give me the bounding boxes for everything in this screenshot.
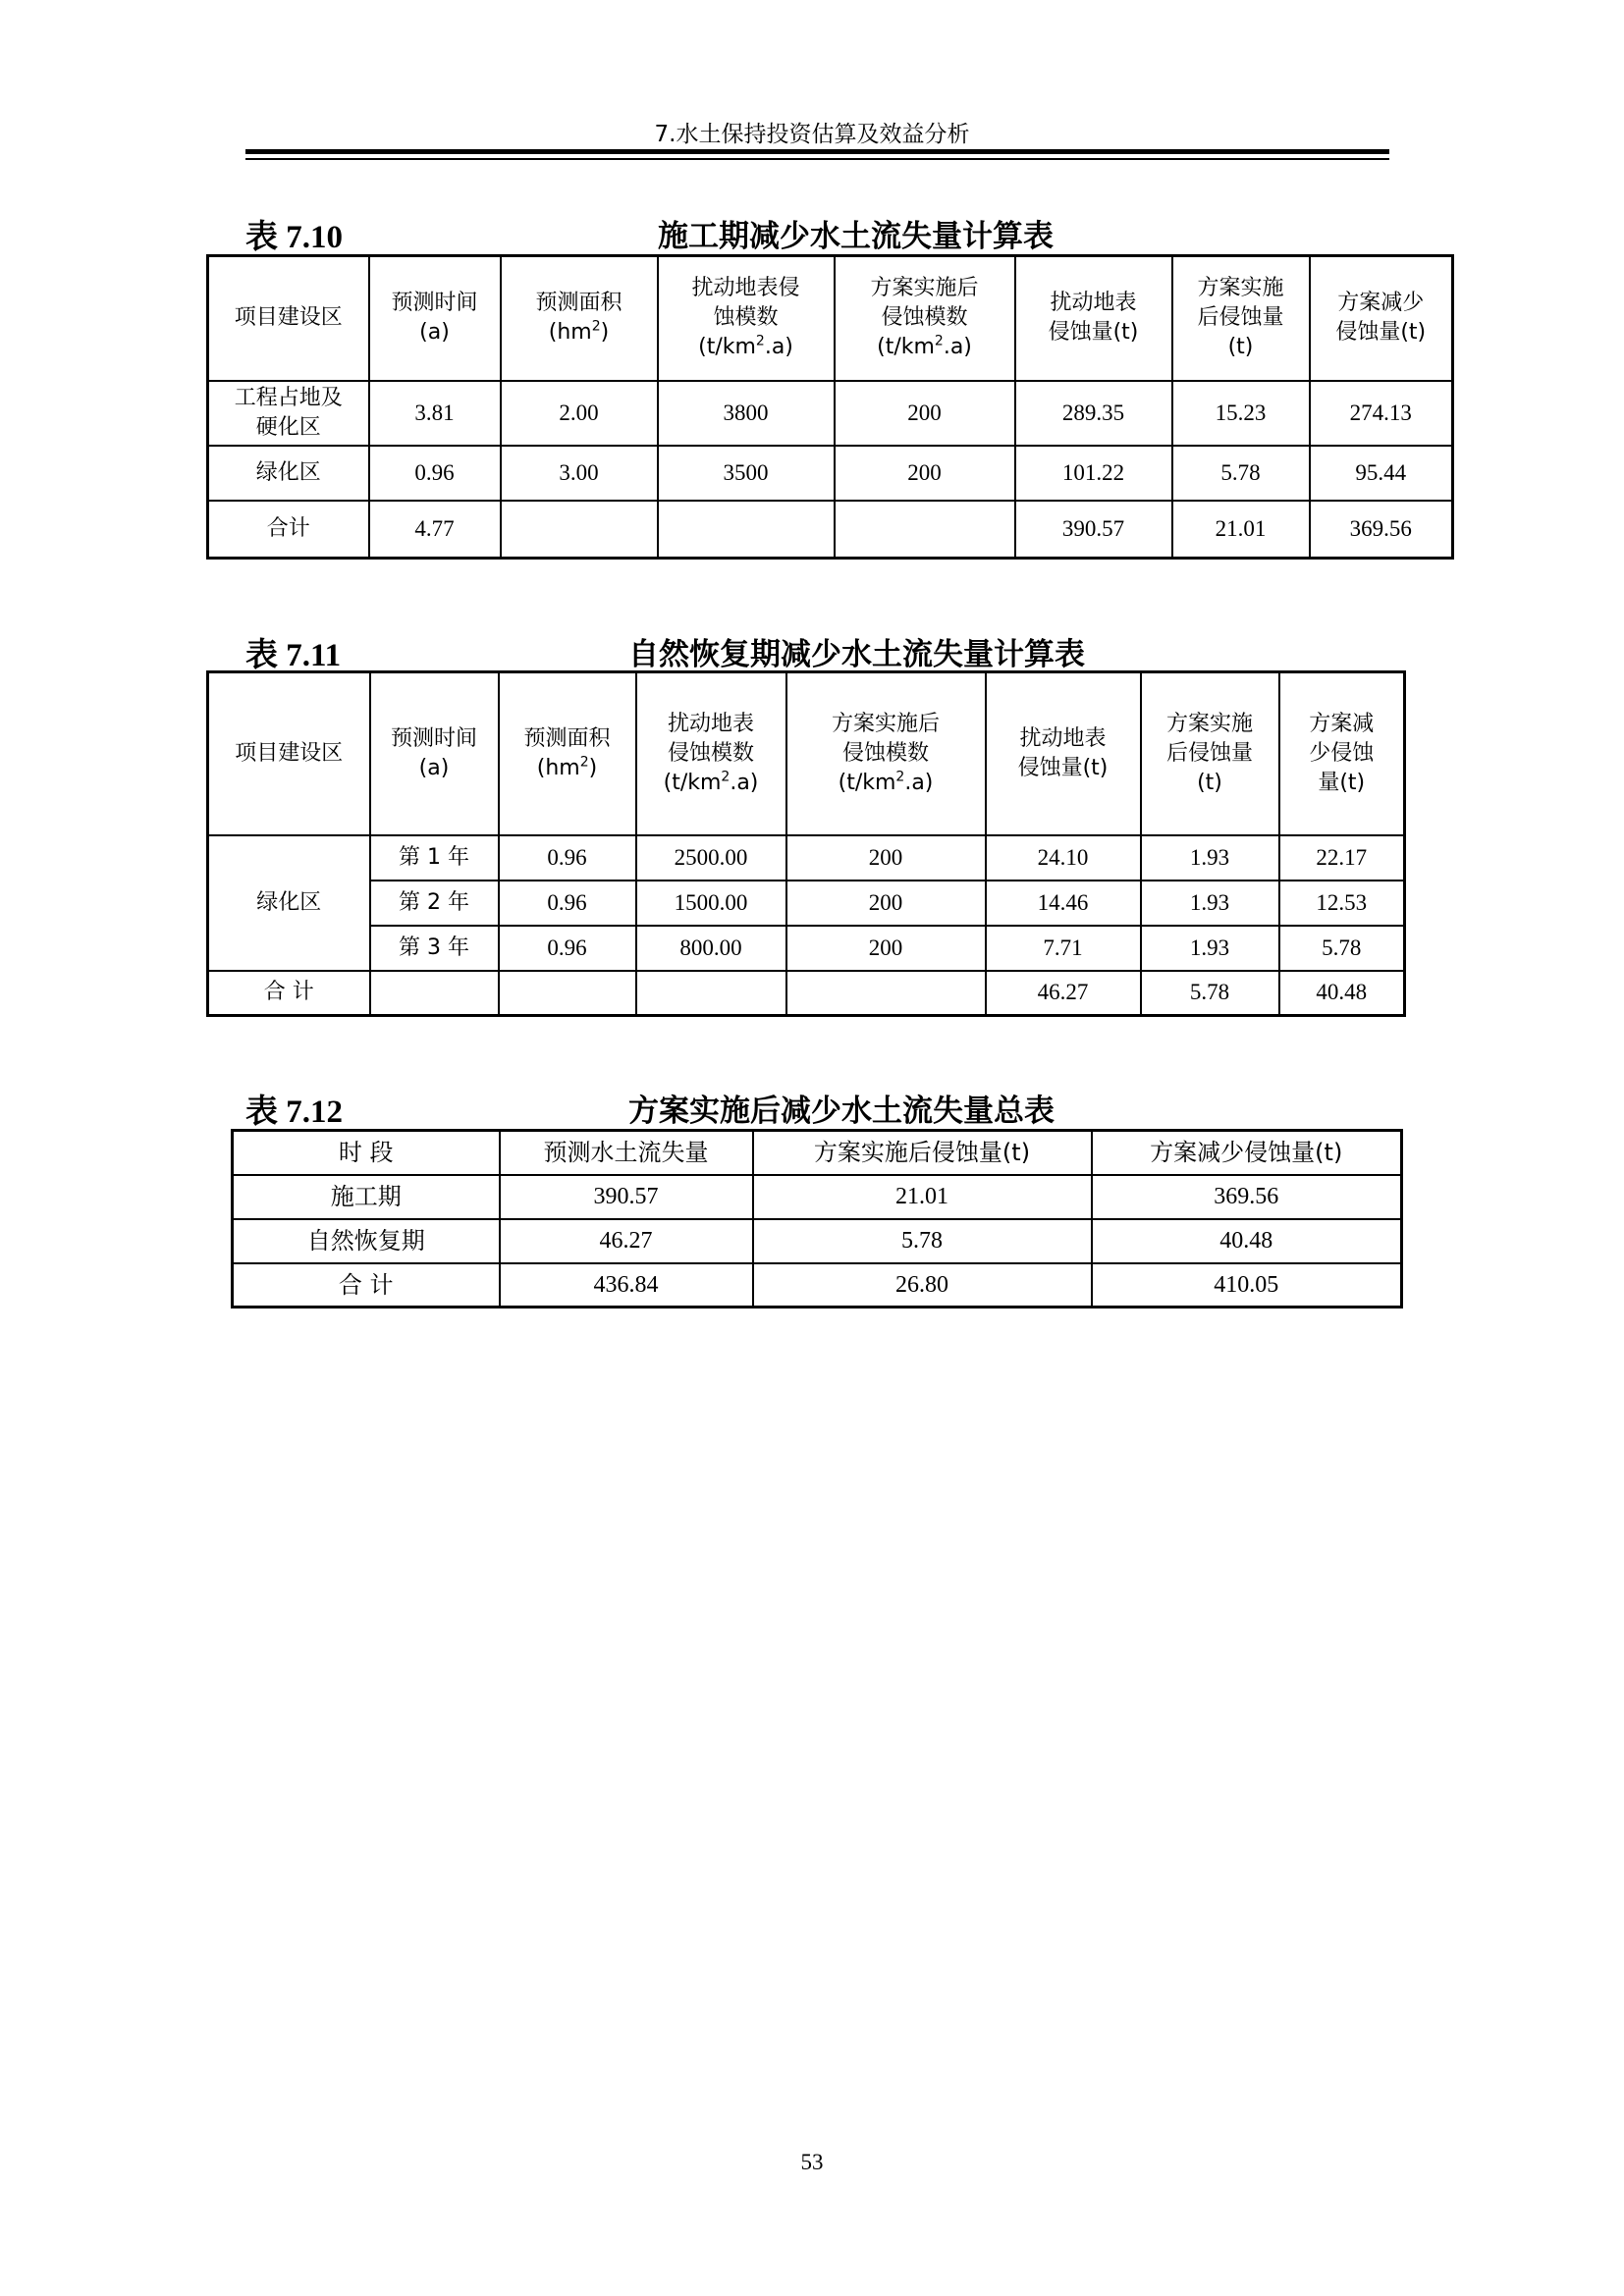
column-header: 扰动地表 侵蚀模数 $(t/km^2.a)$ xyxy=(636,672,786,835)
table-cell: 4.77 xyxy=(369,501,501,559)
table-number: 表 7.12 xyxy=(245,1095,343,1130)
column-header: 方案减 少侵蚀 量(t) xyxy=(1279,672,1405,835)
table-cell: 0.96 xyxy=(499,881,636,926)
group-label-cell: 绿化区 xyxy=(208,835,370,971)
header-row xyxy=(208,672,1405,835)
total-cell xyxy=(499,971,636,1016)
table-cell: 22.17 xyxy=(1279,835,1405,881)
column-header: 方案实施 后侵蚀量 (t) xyxy=(1141,672,1279,835)
table-cell: 436.84 xyxy=(500,1263,753,1308)
table-cell xyxy=(658,501,835,559)
table-cell: 369.56 xyxy=(1092,1175,1402,1219)
table-cell: 0.96 xyxy=(499,926,636,971)
table-cell: 101.22 xyxy=(1015,446,1172,501)
table-7-11 xyxy=(206,670,1406,1017)
column-header: 时 段 xyxy=(233,1131,500,1175)
table-cell: 1500.00 xyxy=(636,881,786,926)
table-cell: 274.13 xyxy=(1310,381,1453,446)
table-row xyxy=(208,881,1405,926)
table-cell: 3.81 xyxy=(369,381,501,446)
column-header: 项目建设区 xyxy=(208,256,369,381)
table-cell: 1.93 xyxy=(1141,926,1279,971)
column-header: 预测面积 $(hm^2)$ xyxy=(499,672,636,835)
column-header: 方案实施后侵蚀量(t) xyxy=(753,1131,1092,1175)
table-cell: 14.46 xyxy=(986,881,1141,926)
column-header: 扰动地表 侵蚀量(t) xyxy=(986,672,1141,835)
table-row xyxy=(208,381,1453,446)
table-cell: 0.96 xyxy=(369,446,501,501)
column-header: 方案实施后 侵蚀模数 $(t/km^2.a)$ xyxy=(786,672,986,835)
table-cell: 第 1 年 xyxy=(370,835,499,881)
table-title: 方案实施后减少水土流失量总表 xyxy=(628,1094,1055,1129)
table-cell: 200 xyxy=(786,835,986,881)
table-cell: 200 xyxy=(835,446,1015,501)
total-cell: 46.27 xyxy=(986,971,1141,1016)
table-7-10 xyxy=(206,254,1454,560)
total-cell: 40.48 xyxy=(1279,971,1405,1016)
table-cell: 5.78 xyxy=(1172,446,1310,501)
column-header: 方案实施 后侵蚀量 (t) xyxy=(1172,256,1310,381)
table-cell: 410.05 xyxy=(1092,1263,1402,1308)
table-row xyxy=(233,1219,1402,1263)
table-cell: 800.00 xyxy=(636,926,786,971)
table-cell: 合计 xyxy=(208,501,369,559)
table-cell: 390.57 xyxy=(1015,501,1172,559)
table-cell: 95.44 xyxy=(1310,446,1453,501)
table-number: 表 7.11 xyxy=(245,638,342,673)
table-cell xyxy=(835,501,1015,559)
table-cell: 0.96 xyxy=(499,835,636,881)
table-cell: 自然恢复期 xyxy=(233,1219,500,1263)
table-cell: 3500 xyxy=(658,446,835,501)
table-cell: 第 3 年 xyxy=(370,926,499,971)
table-cell: 26.80 xyxy=(753,1263,1092,1308)
column-header: 预测时间 (a) xyxy=(369,256,501,381)
table-cell: 21.01 xyxy=(1172,501,1310,559)
table-cell: 第 2 年 xyxy=(370,881,499,926)
column-header: 方案实施后 侵蚀模数 $(t/km^2.a)$ xyxy=(835,256,1015,381)
total-cell xyxy=(786,971,986,1016)
table-cell: 5.78 xyxy=(1279,926,1405,971)
table-cell: 3800 xyxy=(658,381,835,446)
table-row xyxy=(208,835,1405,881)
table-number: 表 7.10 xyxy=(245,220,343,255)
total-cell: 5.78 xyxy=(1141,971,1279,1016)
table-cell: 24.10 xyxy=(986,835,1141,881)
table-cell: 施工期 xyxy=(233,1175,500,1219)
table-cell: 200 xyxy=(786,881,986,926)
table-cell: 绿化区 xyxy=(208,446,369,501)
table-title: 自然恢复期减少水土流失量计算表 xyxy=(628,637,1085,672)
total-cell: 合 计 xyxy=(208,971,370,1016)
column-header: 项目建设区 xyxy=(208,672,370,835)
table-title: 施工期减少水土流失量计算表 xyxy=(658,219,1054,254)
column-header: 方案减少侵蚀量(t) xyxy=(1092,1131,1402,1175)
table-cell: 工程占地及 硬化区 xyxy=(208,381,369,446)
page-number: 53 xyxy=(800,2150,824,2174)
column-header: 预测面积 $(hm^2)$ xyxy=(501,256,658,381)
table-cell: 21.01 xyxy=(753,1175,1092,1219)
table-row xyxy=(208,926,1405,971)
table-cell: 1.93 xyxy=(1141,881,1279,926)
header-row xyxy=(208,256,1453,381)
total-cell xyxy=(370,971,499,1016)
table-cell: 289.35 xyxy=(1015,381,1172,446)
table-row xyxy=(233,1175,1402,1219)
table-cell: 7.71 xyxy=(986,926,1141,971)
table-cell: 369.56 xyxy=(1310,501,1453,559)
table-row xyxy=(208,446,1453,501)
table-cell: 200 xyxy=(835,381,1015,446)
header-rule-thin xyxy=(245,158,1389,160)
column-header: 预测时间 (a) xyxy=(370,672,499,835)
column-header: 扰动地表侵 蚀模数 $(t/km^2.a)$ xyxy=(658,256,835,381)
table-cell: 2500.00 xyxy=(636,835,786,881)
table-cell: 3.00 xyxy=(501,446,658,501)
table-7-12 xyxy=(231,1129,1403,1308)
table-cell: 5.78 xyxy=(753,1219,1092,1263)
header-row xyxy=(233,1131,1402,1175)
total-cell xyxy=(636,971,786,1016)
header-rule-thick xyxy=(245,149,1389,154)
table-cell: 200 xyxy=(786,926,986,971)
table-cell: 390.57 xyxy=(500,1175,753,1219)
table-cell: 12.53 xyxy=(1279,881,1405,926)
running-header: 7.水土保持投资估算及效益分析 xyxy=(654,122,970,147)
table-cell: 40.48 xyxy=(1092,1219,1402,1263)
table-cell: 15.23 xyxy=(1172,381,1310,446)
total-row xyxy=(208,971,1405,1016)
table-cell: 46.27 xyxy=(500,1219,753,1263)
table-cell: 1.93 xyxy=(1141,835,1279,881)
table-cell xyxy=(501,501,658,559)
column-header: 方案减少 侵蚀量(t) xyxy=(1310,256,1453,381)
table-row xyxy=(233,1263,1402,1308)
table-row xyxy=(208,501,1453,559)
column-header: 扰动地表 侵蚀量(t) xyxy=(1015,256,1172,381)
table-cell: 合 计 xyxy=(233,1263,500,1308)
table-cell: 2.00 xyxy=(501,381,658,446)
column-header: 预测水土流失量 xyxy=(500,1131,753,1175)
